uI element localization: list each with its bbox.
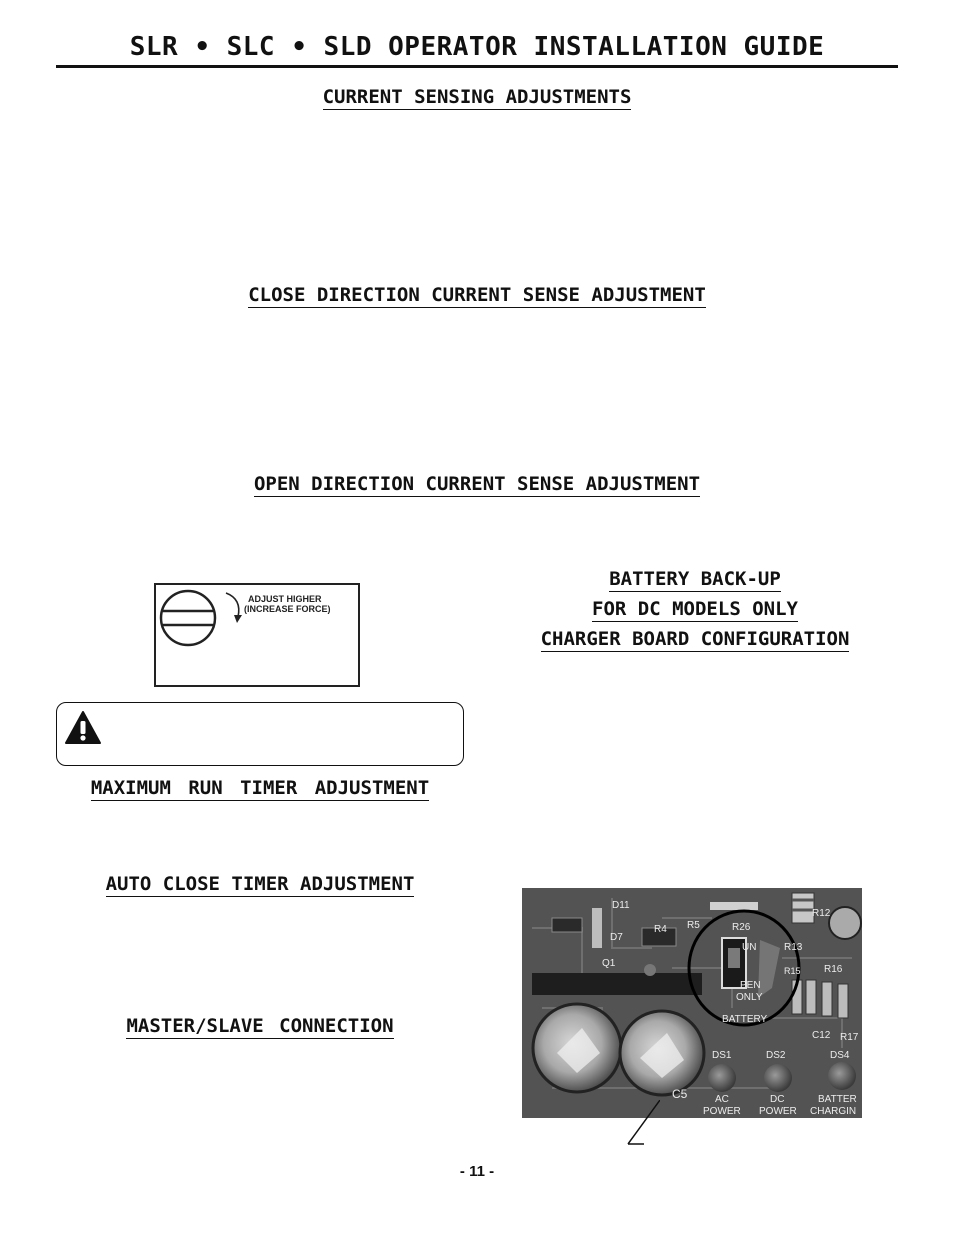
title-rule (56, 65, 898, 68)
svg-text:R17: R17 (840, 1032, 859, 1043)
svg-text:BATTER: BATTER (818, 1094, 857, 1105)
clockwise-arrow-icon (226, 593, 242, 623)
svg-text:AC: AC (715, 1094, 729, 1105)
warning-triangle-icon (64, 710, 102, 746)
svg-text:POWER: POWER (703, 1106, 741, 1117)
heading-open-direction: OPEN DIRECTION CURRENT SENSE ADJUSTMENT (253, 473, 701, 495)
page-number: - 11 - (459, 1163, 495, 1180)
svg-text:ONLY: ONLY (736, 992, 763, 1003)
svg-text:R26: R26 (732, 922, 751, 933)
battery-line-3: CHARGER BOARD CONFIGURATION (540, 628, 850, 650)
svg-text:R15: R15 (784, 966, 801, 976)
svg-text:POWER: POWER (759, 1106, 797, 1117)
heading-auto-close-timer: AUTO CLOSE TIMER ADJUSTMENT (105, 873, 415, 895)
heading-current-sensing: CURRENT SENSING ADJUSTMENTS (322, 86, 632, 108)
heading-battery-backup (496, 564, 894, 654)
page-title: SLR • SLC • SLD OPERATOR INSTALLATION GUIDE (129, 32, 825, 62)
svg-text:R12: R12 (812, 908, 831, 919)
potentiometer-icon (161, 591, 215, 645)
svg-text:DS1: DS1 (712, 1050, 732, 1061)
svg-text:C5: C5 (672, 1087, 688, 1101)
svg-text:BATTERY: BATTERY (722, 1014, 768, 1025)
battery-line-2: FOR DC MODELS ONLY (592, 598, 798, 620)
potentiometer-figure (156, 585, 358, 685)
increase-force-label: (INCREASE FORCE) (244, 604, 331, 614)
svg-text:Q1: Q1 (602, 958, 616, 969)
svg-text:R13: R13 (784, 942, 803, 953)
heading-master-slave: MASTER/SLAVE CONNECTION (126, 1015, 394, 1037)
svg-text:CHARGIN: CHARGIN (810, 1106, 857, 1117)
svg-text:DS4: DS4 (830, 1050, 850, 1061)
svg-text:R16: R16 (824, 964, 843, 975)
svg-text:DC: DC (770, 1094, 785, 1105)
svg-text:R5: R5 (687, 920, 700, 931)
warning-box (56, 702, 464, 766)
adjust-higher-label: ADJUST HIGHER (248, 594, 322, 604)
svg-text:DS2: DS2 (766, 1050, 786, 1061)
svg-text:PEN: PEN (740, 980, 761, 991)
charger-board-photo (522, 888, 862, 1118)
battery-line-1: BATTERY BACK-UP (609, 568, 781, 590)
callout-leader-line (600, 1100, 660, 1148)
heading-max-run-timer: MAXIMUM RUN TIMER ADJUSTMENT (90, 777, 430, 799)
svg-text:C12: C12 (812, 1030, 831, 1041)
svg-text:R4: R4 (654, 924, 667, 935)
svg-text:UN: UN (742, 942, 757, 953)
svg-text:D7: D7 (610, 932, 623, 943)
heading-close-direction: CLOSE DIRECTION CURRENT SENSE ADJUSTMENT (248, 284, 706, 306)
svg-text:D11: D11 (612, 900, 630, 911)
